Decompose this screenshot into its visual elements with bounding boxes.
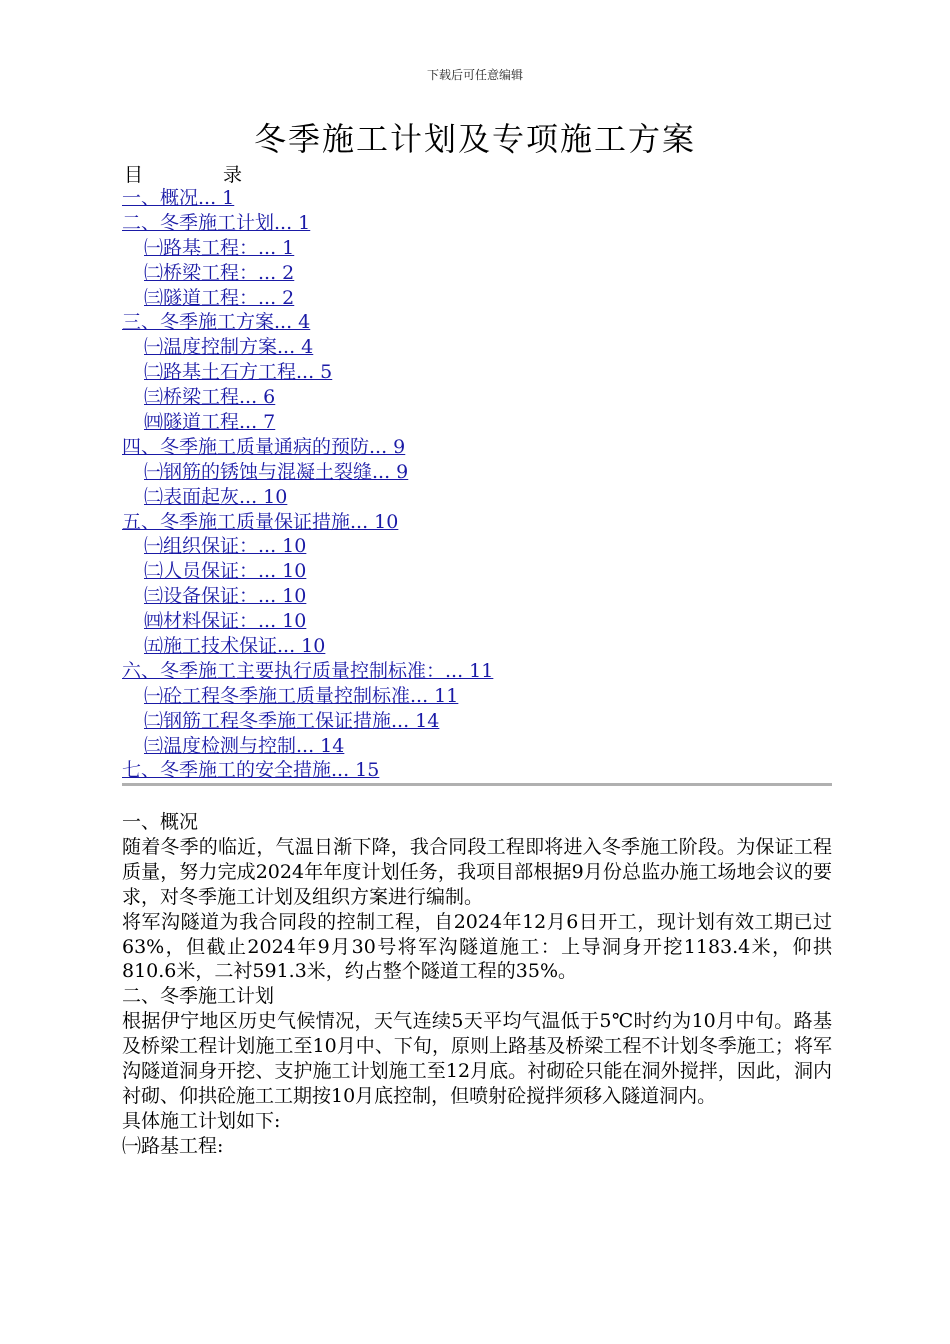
toc-entry bbox=[122, 734, 493, 759]
section-heading-winter-plan: 二、冬季施工计划 bbox=[122, 985, 275, 1008]
toc-link[interactable]: 七、冬季施工的安全措施... 15 bbox=[122, 759, 380, 782]
toc-entry bbox=[122, 261, 493, 286]
toc-entry bbox=[122, 758, 493, 783]
toc-entry bbox=[122, 534, 493, 559]
toc-link[interactable]: 一、概况... 1 bbox=[122, 187, 235, 209]
table-of-contents bbox=[122, 186, 493, 783]
toc-entry bbox=[122, 236, 493, 261]
toc-entry bbox=[122, 360, 493, 385]
toc-link[interactable]: ㈣隧道工程... 7 bbox=[144, 411, 276, 434]
toc-link[interactable]: ㈡钢筋工程冬季施工保证措施... 14 bbox=[144, 709, 440, 732]
toc-entry bbox=[122, 286, 493, 311]
toc-entry bbox=[122, 659, 493, 684]
toc-entry bbox=[122, 435, 493, 460]
toc-entry bbox=[122, 510, 493, 535]
toc-link[interactable]: ㈣材料保证：... 10 bbox=[144, 610, 307, 633]
toc-entry bbox=[122, 709, 493, 734]
page-header: 下载后可任意编辑 bbox=[426, 68, 523, 82]
toc-entry bbox=[122, 335, 493, 360]
toc-entry bbox=[122, 460, 493, 485]
section-heading-overview: 一、概况 bbox=[122, 811, 199, 833]
toc-entry bbox=[122, 211, 493, 236]
toc-entry bbox=[122, 684, 493, 709]
toc-link[interactable]: ㈠路基工程：... 1 bbox=[144, 236, 295, 259]
toc-link[interactable]: ㈡表面起灰... 10 bbox=[144, 485, 288, 508]
toc-link[interactable]: 四、冬季施工质量通病的预防... 9 bbox=[122, 435, 406, 458]
toc-entry bbox=[122, 385, 493, 410]
toc-link[interactable]: 三、冬季施工方案... 4 bbox=[122, 311, 311, 334]
document-title: 冬季施工计划及专项施工方案 bbox=[253, 120, 696, 158]
toc-link[interactable]: ㈡桥梁工程：... 2 bbox=[144, 261, 295, 284]
toc-entry bbox=[122, 186, 493, 211]
paragraph: 根据伊宁地区历史气候情况，天气连续5天平均气温低于5℃时约为10月中旬。路基及桥梁工程计划施工至10月中、下旬，原则上路基及桥梁工程不计划冬季施工；将军沟隧道洞身开挖、支护施工计划施工至12月底。衬砌砼只能在洞外搅拌，因此，洞内衬砌、仰拱砼施工工期按10月底控制，但喷射砼搅拌须移入隧道洞内。 bbox=[122, 1010, 832, 1107]
toc-link[interactable]: ㈢温度检测与控制... 14 bbox=[144, 734, 345, 757]
toc-link[interactable]: ㈡人员保证：... 10 bbox=[144, 560, 307, 583]
toc-link[interactable]: 六、冬季施工主要执行质量控制标准：... 11 bbox=[122, 659, 494, 682]
toc-link[interactable]: ㈢桥梁工程... 6 bbox=[144, 386, 276, 409]
toc-entry bbox=[122, 634, 493, 659]
toc-link[interactable]: ㈢隧道工程：... 2 bbox=[144, 286, 295, 309]
toc-heading-char-1: 目 bbox=[124, 164, 144, 186]
toc-entry bbox=[122, 559, 493, 584]
toc-entry bbox=[122, 584, 493, 609]
paragraph: 具体施工计划如下: bbox=[122, 1109, 281, 1132]
paragraph: 随着冬季的临近，气温日渐下降，我合同段工程即将进入冬季施工阶段。为保证工程质量，努力完成2024年年度计划任务，我项目部根据9月份总监办施工场地会议的要求，对冬季施工计划及组织方案进行编制。 bbox=[122, 835, 832, 908]
toc-entry bbox=[122, 410, 493, 435]
toc-heading bbox=[124, 160, 242, 187]
toc-link[interactable]: ㈡路基土石方工程... 5 bbox=[144, 361, 333, 384]
toc-link[interactable]: ㈠钢筋的锈蚀与混凝土裂缝... 9 bbox=[144, 460, 409, 483]
document-body bbox=[122, 810, 832, 1159]
toc-entry bbox=[122, 485, 493, 510]
toc-heading-char-2: 录 bbox=[223, 164, 243, 186]
paragraph: 将军沟隧道为我合同段的控制工程，自2024年12月6日开工，现计划有效工期已过63%，但截止2024年9月30号将军沟隧道施工：上导洞身开挖1183.4米，仰拱810.6米，二衬591.3米，约占整个隧道工程的35%。 bbox=[122, 910, 832, 983]
toc-link[interactable]: 二、冬季施工计划... 1 bbox=[122, 211, 311, 234]
subsection-heading-roadbed: ㈠路基工程: bbox=[122, 1134, 224, 1157]
toc-entry bbox=[122, 609, 493, 634]
toc-link[interactable]: ㈠组织保证：... 10 bbox=[144, 535, 307, 558]
toc-link[interactable]: ㈠砼工程冬季施工质量控制标准... 11 bbox=[144, 684, 459, 707]
toc-link[interactable]: ㈠温度控制方案... 4 bbox=[144, 336, 314, 359]
toc-link[interactable]: ㈤施工技术保证... 10 bbox=[144, 635, 326, 658]
toc-link[interactable]: ㈢设备保证：... 10 bbox=[144, 585, 307, 608]
toc-entry bbox=[122, 310, 493, 335]
toc-link[interactable]: 五、冬季施工质量保证措施... 10 bbox=[122, 510, 399, 533]
toc-divider bbox=[122, 783, 832, 786]
